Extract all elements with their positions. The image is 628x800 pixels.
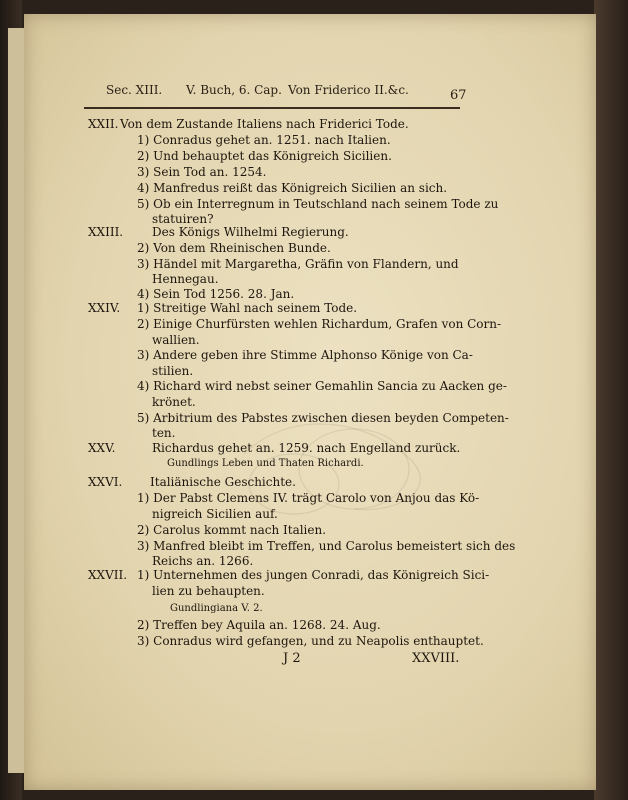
entry-line-reference: Gundlingiana V. 2.	[170, 603, 263, 614]
running-header	[84, 75, 458, 105]
entry-line: 1) Conradus gehet an. 1251. nach Italien.	[137, 133, 391, 147]
entry-line: Des Königs Wilhelmi Regierung.	[152, 225, 349, 239]
entry-line: lien zu behaupten.	[152, 584, 265, 598]
entry-numeral: XXIII.	[88, 225, 124, 239]
header-rule	[84, 107, 460, 109]
entry-line: 3) Andere geben ihre Stimme Alphonso Könige von Ca-	[137, 348, 473, 362]
entry-line: 1) Der Pabst Clemens IV. trägt Carolo von Anjou das Kö-	[137, 491, 480, 505]
entry-line: 2) Carolus kommt nach Italien.	[137, 523, 327, 537]
entry-numeral: XXV.	[88, 441, 116, 455]
entry-line: Reichs an. 1266.	[152, 554, 254, 568]
entry-line: 4) Sein Tod 1256. 28. Jan.	[137, 287, 295, 301]
entry-line: 1) Streitige Wahl nach seinem Tode.	[137, 301, 358, 315]
entry-line: 2) Einige Churfürsten wehlen Richardum, Grafen von Corn-	[137, 317, 502, 331]
entry-numeral: XXVI.	[88, 475, 123, 489]
entry-line: 1) Unternehmen des jungen Conradi, das Königreich Sici-	[137, 568, 490, 582]
entry-numeral: XXVII.	[88, 568, 128, 582]
entry-line: 4) Manfredus reißt das Königreich Sicilien an sich.	[137, 181, 448, 195]
entry-line: statuiren?	[152, 212, 214, 226]
entry-line: nigreich Sicilien auf.	[152, 507, 278, 521]
entry-line: Von dem Zustande Italiens nach Friderici Tode.	[120, 117, 409, 131]
entry-line: wallien.	[152, 333, 200, 347]
book-chapter-label: V. Buch, 6. Cap.	[186, 83, 282, 97]
entry-line: 2) Und behauptet das Königreich Sicilien.	[137, 149, 392, 163]
entry-line: krönet.	[152, 395, 196, 409]
entry-line: Hennegau.	[152, 272, 219, 286]
signature-mark: J 2	[283, 651, 301, 666]
entry-line: 4) Richard wird nebst seiner Gemahlin Sancia zu Aacken ge-	[137, 379, 507, 393]
book-cover-right	[594, 0, 628, 800]
page-number: 67	[450, 88, 467, 103]
entry-line-reference: Gundlings Leben und Thaten Richardi.	[167, 458, 364, 469]
entry-line: 5) Ob ein Interregnum in Teutschland nach seinem Tode zu	[137, 197, 499, 211]
section-label: Sec. XIII.	[106, 83, 163, 97]
catchword: XXVIII.	[412, 651, 460, 666]
entry-line: 2) Von dem Rheinischen Bunde.	[137, 241, 331, 255]
entry-line: 3) Händel mit Margaretha, Gräfin von Flandern, und	[137, 257, 459, 271]
entry-line: Italiänische Geschichte.	[150, 475, 296, 489]
entry-line: ten.	[152, 426, 176, 440]
entry-line: 5) Arbitrium des Pabstes zwischen diesen beyden Competen-	[137, 411, 509, 425]
entry-numeral: XXIV.	[88, 301, 121, 315]
entry-line: 2) Treffen bey Aquila an. 1268. 24. Aug.	[137, 618, 381, 632]
entry-line: 3) Conradus wird gefangen, und zu Neapolis enthauptet.	[137, 634, 484, 648]
entry-line: stilien.	[152, 364, 194, 378]
entry-numeral: XXII.	[88, 117, 119, 131]
entry-line: 3) Manfred bleibt im Treffen, und Carolus bemeistert sich des	[137, 539, 516, 553]
entry-line: 3) Sein Tod an. 1254.	[137, 165, 267, 179]
subject-label: Von Friderico II.&c.	[288, 83, 409, 97]
entry-line: Richardus gehet an. 1259. nach Engelland zurück.	[152, 441, 461, 455]
